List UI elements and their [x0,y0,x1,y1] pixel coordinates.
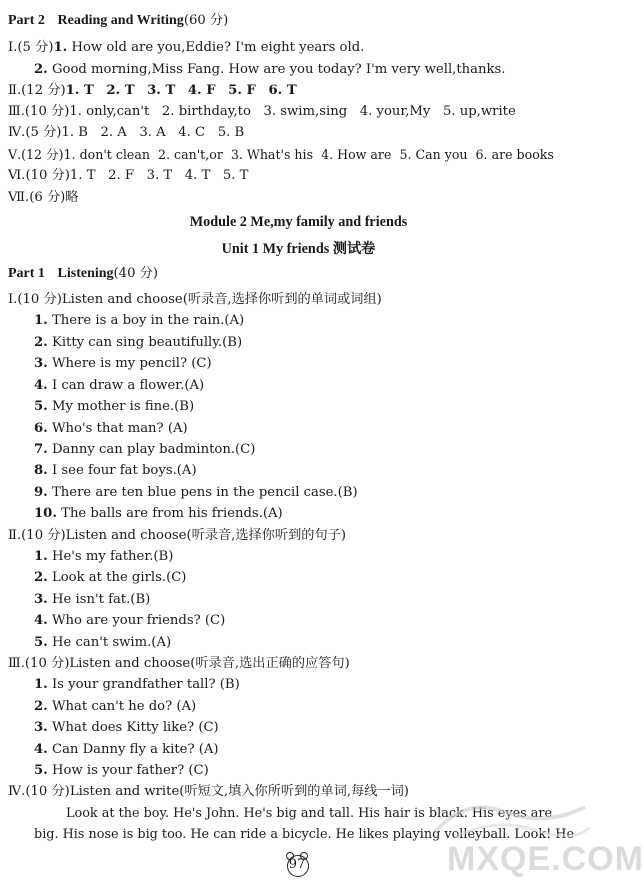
item-number: 2. [34,570,48,585]
passage-line-1: Look at the boy. He's John. He's big and tall. His hair is black. His eyes are [66,806,553,821]
part2-sec7 [8,189,78,207]
list-item [34,741,219,759]
item-text: Look at the girls.(C) [47,570,187,585]
part2-sec1-line2 [34,61,505,79]
answer-item: 3. A [139,125,166,140]
list-item [34,312,244,330]
part2-sec4 [8,124,244,142]
item-text: What can't he do? (A) [47,699,197,714]
list-item [34,719,219,737]
item-text: Where is my pencil? (C) [47,356,212,371]
list-item [34,548,173,566]
part2-sec2 [8,82,297,100]
item-number: 10. [34,506,57,521]
answer-item: 2. T [106,83,135,98]
answer-item: 1. only,can't [69,104,150,119]
item-number: 1. [34,549,48,564]
item-number: 5. [34,635,48,650]
answer-item: 4. C [178,125,206,140]
list-item [34,462,197,480]
item-number: 1. [34,313,48,328]
item-number: 2. [34,699,48,714]
sec1-label: Ⅰ.(5 分) [8,40,54,55]
list-item [34,698,196,716]
answer-item: 2. birthday,to [161,104,251,119]
answer-item: 1. don't clean [63,147,150,162]
list-item [34,505,283,523]
answer-item: 1. T [69,168,96,183]
answer-item: 4. How are [321,147,392,162]
section-3-heading: Ⅲ.(10 分)Listen and choose(听录音,选出正确的应答句) [8,656,350,671]
sec3-label: Ⅲ.(10 分) [8,104,70,119]
item-number: 3. [34,720,48,735]
list-item [34,762,209,780]
item-number: 2. [34,62,48,77]
part2-heading [8,12,228,30]
list-item [34,420,188,438]
list-item [34,676,240,694]
item-text: He isn't fat.(B) [47,592,151,607]
part1-score: (40 分) [113,266,158,281]
sec6-label: Ⅵ.(10 分) [8,168,70,183]
answer-item: 2. can't,or [158,147,223,162]
page-number [282,850,312,880]
answer-item: 3. T [147,83,176,98]
list-item [34,398,194,416]
answer-item: 5. B [217,125,245,140]
list-item [34,612,225,630]
answer-item: 5. T [222,168,249,183]
item-number: 1. [53,40,68,55]
item-text: Good morning,Miss Fang. How are you today? I'm very well,thanks. [47,62,506,77]
passage-line-2: big. His nose is big too. He can ride a bicycle. He likes playing volleyball. Look! He [34,827,575,842]
part2-sec3 [8,103,516,121]
item-text: Kitty can sing beautifully.(B) [47,335,243,350]
answer-item: 1. B [61,125,88,140]
item-text: He's my father.(B) [47,549,174,564]
list-item [34,569,186,587]
item-text: My mother is fine.(B) [47,399,195,414]
answer-item: 6. T [268,83,297,98]
answer-item: 6. are books [475,147,554,162]
answer-item: 2. F [108,168,135,183]
item-text: What does Kitty like? (C) [47,720,219,735]
section-2-heading: Ⅱ.(10 分)Listen and choose(听录音,选择你听到的句子) [8,528,346,543]
section-1-heading: Ⅰ.(10 分)Listen and choose(听录音,选择你听到的单词或词组) [8,292,382,307]
item-number: 4. [34,742,48,757]
answer-item: 4. F [187,83,216,98]
item-text: Is your grandfather tall? (B) [47,677,240,692]
item-number: 2. [34,335,48,350]
list-item [34,441,255,459]
item-number: 3. [34,356,48,371]
part1-label: Part 1 [8,266,45,281]
sec7-label: Ⅶ.(6 分)略 [8,190,79,205]
list-item [34,334,242,352]
answer-item: 5. F [228,83,256,98]
list-item [34,591,150,609]
item-number: 6. [34,421,48,436]
module-title: Module 2 Me,my family and friends [189,214,408,230]
item-text: How old are you,Eddie? I'm eight years old. [67,40,365,55]
unit-title: Unit 1 My friends 测试卷 [221,241,376,257]
sec4-label: Ⅳ.(5 分) [8,125,62,140]
item-text: I see four fat boys.(A) [47,463,197,478]
part1-heading [8,265,158,283]
item-text: Danny can play badminton.(C) [47,442,256,457]
item-text: Who's that man? (A) [47,421,188,436]
list-item [34,355,212,373]
answer-item: 2. A [100,125,127,140]
page-number-label: 97 [288,857,306,872]
item-number: 5. [34,763,48,778]
answer-item: 4. T [184,168,211,183]
item-text: The balls are from his friends.(A) [56,506,283,521]
list-item [34,484,358,502]
part2-sec5 [8,146,554,164]
part2-label: Part 2 [8,13,45,28]
answer-item: 4. your,My [359,104,431,119]
item-number: 7. [34,442,48,457]
answer-item: 3. T [146,168,173,183]
sec5-label: Ⅴ.(12 分) [8,147,64,162]
item-number: 9. [34,485,48,500]
item-text: He can't swim.(A) [47,635,172,650]
list-item [34,377,204,395]
item-number: 8. [34,463,48,478]
part2-sec6 [8,167,248,185]
item-text: There is a boy in the rain.(A) [47,313,245,328]
sec2-label: Ⅱ.(12 分) [8,83,66,98]
item-text: There are ten blue pens in the pencil case.(B) [47,485,358,500]
part1-title: Listening [57,266,114,281]
part2-score: (60 分) [183,13,229,28]
watermark-text: MXQE.COM [447,840,644,878]
item-number: 5. [34,399,48,414]
item-text: How is your father? (C) [47,763,209,778]
answer-item: 5. Can you [399,147,468,162]
answer-item: 3. What's his [230,147,314,162]
answer-item: 1. T [65,83,94,98]
item-number: 1. [34,677,48,692]
answer-item: 3. swim,sing [263,104,348,119]
item-number: 4. [34,613,48,628]
part2-sec1-line1 [8,39,364,57]
item-text: Who are your friends? (C) [47,613,226,628]
item-text: I can draw a flower.(A) [47,378,205,393]
part2-title: Reading and Writing [57,13,184,28]
item-text: Can Danny fly a kite? (A) [47,742,219,757]
item-number: 3. [34,592,48,607]
list-item [34,634,171,652]
item-number: 4. [34,378,48,393]
section-4-heading: Ⅳ.(10 分)Listen and write(听短文,填入你所听到的单词,每线一词) [8,784,409,799]
answer-item: 5. up,write [442,104,516,119]
